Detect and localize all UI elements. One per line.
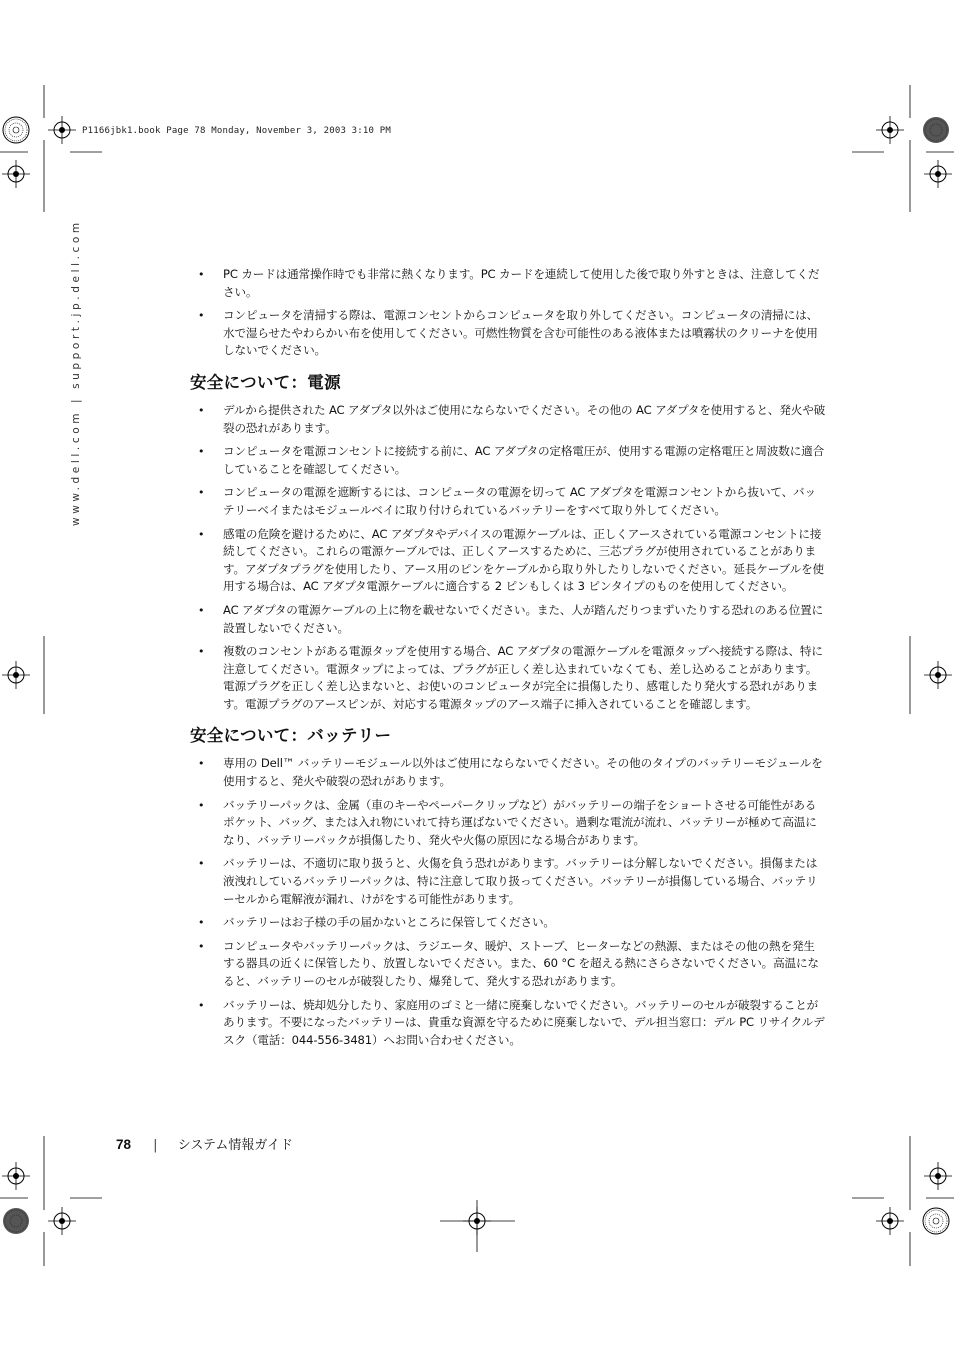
list-item: • コンピュータを清掃する際は、電源コンセントからコンピュータを取り外してください。コンピュータの清掃には、水で湿らせたやわらかい布を使用してください。可燃性物質を含む可能性のある液体または噴霧状のクリーナを使用しないでください。 bbox=[190, 307, 826, 360]
list-item: • バッテリーは、焼却処分したり、家庭用のゴミと一緒に廃棄しないでください。バッテリーのセルが破裂することがあります。不要になったバッテリーは、貴重な資源を守るために廃棄しないで、デル担当窓口：デル PC リサイクルデスク（電話：044-556-3481）へお問い合わせください。 bbox=[190, 997, 826, 1050]
page-footer bbox=[116, 1134, 293, 1153]
list-item: • AC アダプタの電源ケーブルの上に物を載せないでください。また、人が踏んだりつまずいたりする恐れのある位置に設置しないでください。 bbox=[190, 602, 826, 637]
list-item: • バッテリーパックは、金属（車のキーやペーパークリップなど）がバッテリーの端子をショートさせる可能性があるポケット、バッグ、または入れ物にいれて持ち運ばないでください。過剰な電流が流れ、バッテリーが極めて高温になり、バッテリーパックが損傷したり、発火や火傷の原因になる場合があります。 bbox=[190, 797, 826, 850]
list-item: • コンピュータを電源コンセントに接続する前に、AC アダプタの定格電圧が、使用する電源の定格電圧と周波数に適合していることを確認してください。 bbox=[190, 443, 826, 478]
list-item: • コンピュータやバッテリーパックは、ラジエータ、暖炉、ストーブ、ヒーターなどの熱源、またはその他の熱を発生する器具の近くに保管したり、放置しないでください。また、60 °C を超える熱にさらさないでください。高温になると、バッテリーのセルが破裂したり、爆発して、発火する恐れがあります。 bbox=[190, 938, 826, 991]
power-bullet-list bbox=[190, 402, 826, 714]
list-item: • バッテリーは、不適切に取り扱うと、火傷を負う恐れがあります。バッテリーは分解しないでください。損傷または液洩れしているバッテリーパックは、特に注意して取り扱ってください。バッテリーが損傷している場合、バッテリーセルから電解液が漏れ、けがをする可能性があります。 bbox=[190, 855, 826, 908]
footer-separator: | bbox=[153, 1138, 158, 1153]
page-content bbox=[190, 266, 826, 1055]
list-item: • バッテリーはお子様の手の届かないところに保管してください。 bbox=[190, 914, 826, 932]
list-item: • 感電の危険を避けるために、AC アダプタやデバイスの電源ケーブルは、正しくアースされている電源コンセントに接続してください。これらの電源ケーブルでは、正しくアースするために、三芯プラグが使用されていることがあります。アダプタプラグを使用したり、アース用のピンをケーブルから取り外したりしないでください。延長ケーブルを使用する場合は、AC アダプタ電源ケーブルに適合する 2 ピンもしくは 3 ピンタイプのものを使用してください。 bbox=[190, 526, 826, 596]
power-safety-heading: 安全について：電源 bbox=[190, 372, 341, 392]
battery-safety-heading: 安全について：バッテリー bbox=[190, 726, 392, 746]
list-item: • PC カードは通常操作時でも非常に熱くなります。PC カードを連続して使用した後で取り外すときは、注意してください。 bbox=[190, 266, 826, 301]
battery-bullet-list bbox=[190, 755, 826, 1049]
list-item: • デルから提供された AC アダプタ以外はご使用にならないでください。その他の AC アダプタを使用すると、発火や破裂の恐れがあります。 bbox=[190, 402, 826, 437]
side-url: www.dell.com | support.jp.dell.com bbox=[70, 219, 82, 526]
document-title: システム情報ガイド bbox=[177, 1138, 294, 1153]
list-item: • 複数のコンセントがある電源タップを使用する場合、AC アダプタの電源ケーブルを電源タップへ接続する際は、特に注意してください。電源タップによっては、プラグが正しく差し込まれていなくても、差し込めることがあります。電源プラグを正しく差し込まないと、お使いのコンピュータが完全に損傷したり、感電したり発火する恐れがあります。電源プラグのアースピンが、対応する電源タップのアース端子に挿入されていることを確認します。 bbox=[190, 643, 826, 713]
page-number: 78 bbox=[116, 1137, 132, 1152]
list-item: • コンピュータの電源を遮断するには、コンピュータの電源を切って AC アダプタを電源コンセントから抜いて、バッテリーベイまたはモジュールベイに取り付けられているバッテリーをすべて取り外してください。 bbox=[190, 484, 826, 519]
list-item: • 専用の Dell™ バッテリーモジュール以外はご使用にならないでください。その他のタイプのバッテリーモジュールを使用すると、発火や破裂の恐れがあります。 bbox=[190, 755, 826, 790]
intro-bullet-list bbox=[190, 266, 826, 360]
print-header: P1166jbk1.book Page 78 Monday, November 3, 2003 3:10 PM bbox=[82, 126, 392, 136]
